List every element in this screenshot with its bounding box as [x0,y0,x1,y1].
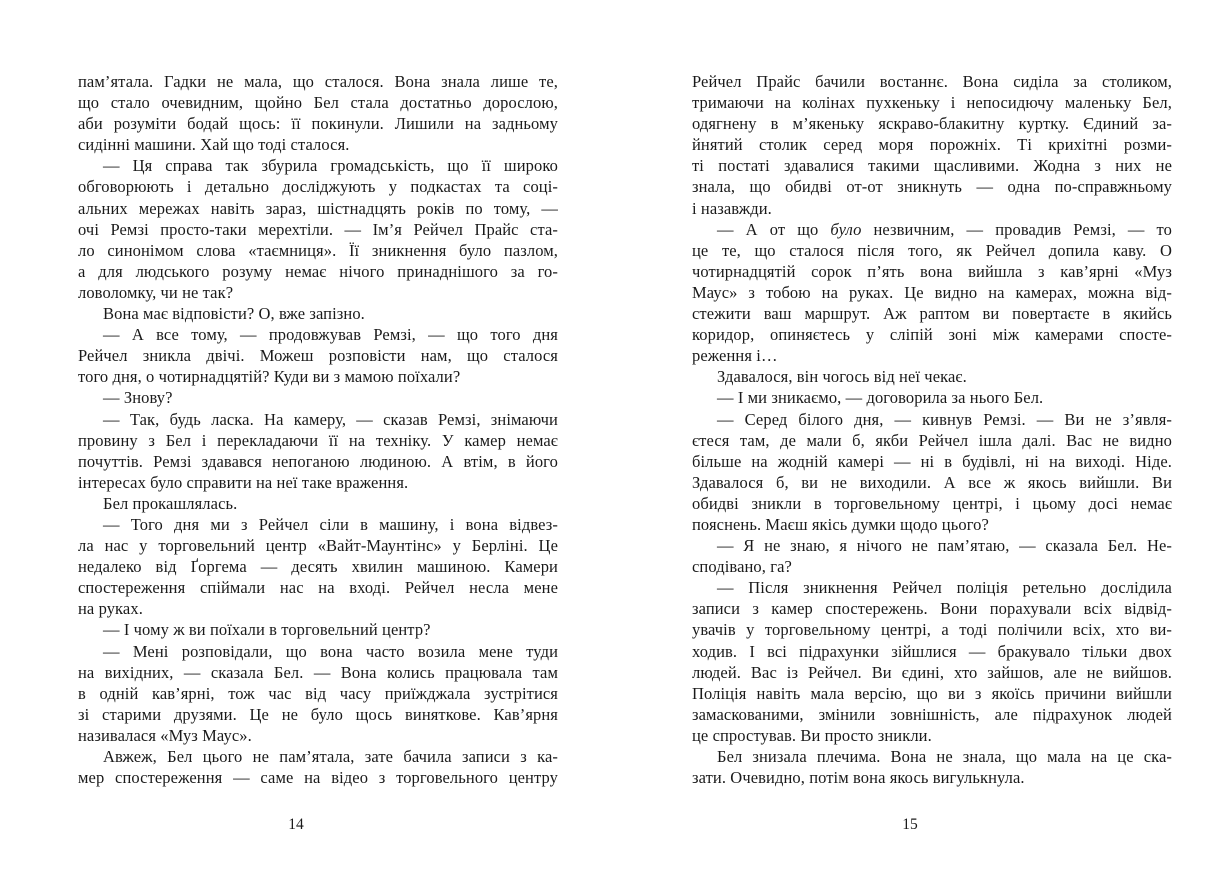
text-line: і назавжди. [692,198,772,218]
text-line: Авжеж, Бел цього не пам’ятала, зате бачила записи з ка- [103,747,558,766]
text-line: сподівано, га? [692,557,792,577]
page-number-left: 14 [288,816,304,833]
text-line: реження і… [692,346,778,366]
text-line: спостереження спіймали нас на вході. Рейчел несла мене [78,578,558,598]
text-line: мер спостереження — саме на відео з торговельного центру [78,768,558,788]
text-line: зати. Очевидно, потім вона якось вигулькнула. [692,768,1025,788]
text-line: ходив. І всі підрахунки зійшлися — бракувало тільки двох [692,641,1172,661]
text-line: — А от що було незвичним, — провадив Ремзі, — то [717,219,1172,239]
page-right-text [692,71,1172,788]
text-line: увачів у торговельному центрі, а тоді полічили всіх, хто ви- [692,620,1172,640]
text-line: це спростував. Ви просто зникли. [692,725,932,745]
text-line: Бел знизала плечима. Вона не знала, що мала на це ска- [717,747,1172,766]
page-left-text [78,71,558,788]
text-line: Вона має відповісти? О, вже запізно. [103,304,365,324]
text-line: коридор, опиняєтесь у сліпій зоні між камерами спосте- [692,325,1172,345]
text-line: ло синонімом слова «таємниця». Її зникнення було пазлом, [78,240,558,260]
text-line: на вихідних, — сказала Бел. — Вона колись працювала там [78,662,558,682]
text-line: — Ця справа так збурила громадськість, що її широко [103,156,558,176]
text-line: Рейчел зникла двічі. Можеш розповісти нам, що сталося [78,346,558,366]
text-line: очі Ремзі просто-таки мерехтіли. — Ім’я Рейчел Прайс ста- [78,219,558,239]
text-line: чотирнадцятій сорок п’ять вона вийшла з кав’ярні «Муз [692,261,1172,281]
text-line: стежити ваш маршрут. Аж раптом ви повертаєте в якийсь [692,304,1172,324]
text-line: йнятий столик серед моря порожніх. Ті крихітні розми- [692,135,1172,155]
text-line: аби розуміти бодай щось: її покинули. Лишили на задньому [78,114,558,134]
text-line: пояснень. Маєш якісь думки щодо цього? [692,514,989,534]
text-line: ловоломку, чи не так? [78,282,234,302]
text-line: — Я не знаю, я нічого не пам’ятаю, — сказала Бел. Не- [717,536,1172,556]
text-line: замаскованими, змінили зовнішність, але підрахунок людей [692,704,1172,724]
text-line: ті постаті здавалися такими щасливими. Жодна з них не [692,156,1172,176]
text-line: — Того дня ми з Рейчел сіли в машину, і вона відвез- [103,514,558,534]
page-right [692,71,1172,861]
text-line: обидві зникли в торговельному центрі, і цьому досі немає [692,493,1172,513]
text-line: того дня, о чотирнадцятій? Куди ви з мамою поїхали? [78,367,461,387]
text-line: в одній кав’ярні, тож час від часу приїжджала зустрітися [78,683,558,703]
text-line: — Серед білого дня, — кивнув Ремзі. — Ви не з’явля- [717,409,1172,429]
text-line: Рейчел Прайс бачили востаннє. Вона сиділа за столиком, [692,72,1172,91]
text-line: інтересах було справити на неї таке враження. [78,472,409,492]
text-line: почуттів. Ремзі здавався непоганою людиною. А втім, в його [78,451,558,471]
text-line: — Так, будь ласка. На камеру, — сказав Ремзі, знімаючи [103,409,558,429]
text-line: це те, що сталося після того, як Рейчел допила каву. О [692,240,1172,260]
text-line: а для людського розуму немає нічого принаднішого за го- [78,261,558,281]
text-line: — А все тому, — продовжував Ремзі, — що того дня [103,325,558,345]
text-line: — Знову? [103,388,173,408]
text-line: єтеся там, де мали б, якби Рейчел ішла далі. Вас не видно [692,430,1172,450]
text-line: — І ми зникаємо, — договорила за нього Бел. [717,388,1044,408]
text-line: пам’ятала. Гадки не мала, що сталося. Вона знала лише те, [78,72,558,91]
text-line: — І чому ж ви поїхали в торговельний центр? [103,620,431,640]
text-line: обговорюють і детально досліджують у подкастах та соці- [78,177,558,197]
text-line: ла нас у торговельний центр «Вайт-Маунтінс» у Берліні. Це [78,536,558,556]
text-line: одягнену в м’якеньку яскраво-блакитну куртку. Єдиний за- [692,114,1172,134]
text-line: Бел прокашлялась. [103,493,238,513]
text-line: людей. Вас із Рейчел. Ви єдині, хто зайшов, але не вийшов. [692,662,1172,682]
emphasized-text: було [830,219,862,239]
text-line: — Після зникнення Рейчел поліція ретельно дослідила [717,578,1172,598]
text-line: записи з камер спостережень. Вони порахували всіх відвід- [692,599,1172,619]
text-line: тримаючи на колінах пухкеньку і непосидючу маленьку Бел, [692,93,1172,113]
page-number-right: 15 [902,816,918,833]
text-line: на руках. [78,599,143,619]
text-line: що стало очевидним, щойно Бел стала достатньо дорослою, [78,93,558,113]
text-line: — Мені розповідали, що вона часто возила мене туди [103,641,558,661]
text-line: недалеко від Ґоргема — десять хвилин машиною. Камери [78,557,558,577]
text-line: зі старими друзями. Це не було щось виняткове. Кав’ярня [78,704,558,724]
text-line: сидінні машини. Хай що тоді сталося. [78,135,350,155]
text-line: знала, що обидві от-от зникнуть — одна по-справжньому [692,177,1172,197]
text-line: Здавалося, він чогось від неї чекає. [717,367,967,387]
text-line: альних мережах навіть зараз, шістнадцять років по тому, — [78,198,558,218]
page-left [78,71,558,861]
text-line: Здавалося б, ви не виходили. А все ж якось вийшли. Ви [692,472,1172,492]
text-line: більше на жодній камері — ні в будівлі, ні на виході. Ніде. [692,451,1172,471]
text-line: провину з Бел і перекладаючи її на техніку. У камер немає [78,430,558,450]
text-line: Поліція навіть мала версію, що ви з якоїсь причини вийшли [692,683,1172,703]
text-line: Маус» з тобою на руках. Це видно на камерах, можна від- [692,282,1172,302]
text-line: називалася «Муз Маус». [78,725,252,745]
